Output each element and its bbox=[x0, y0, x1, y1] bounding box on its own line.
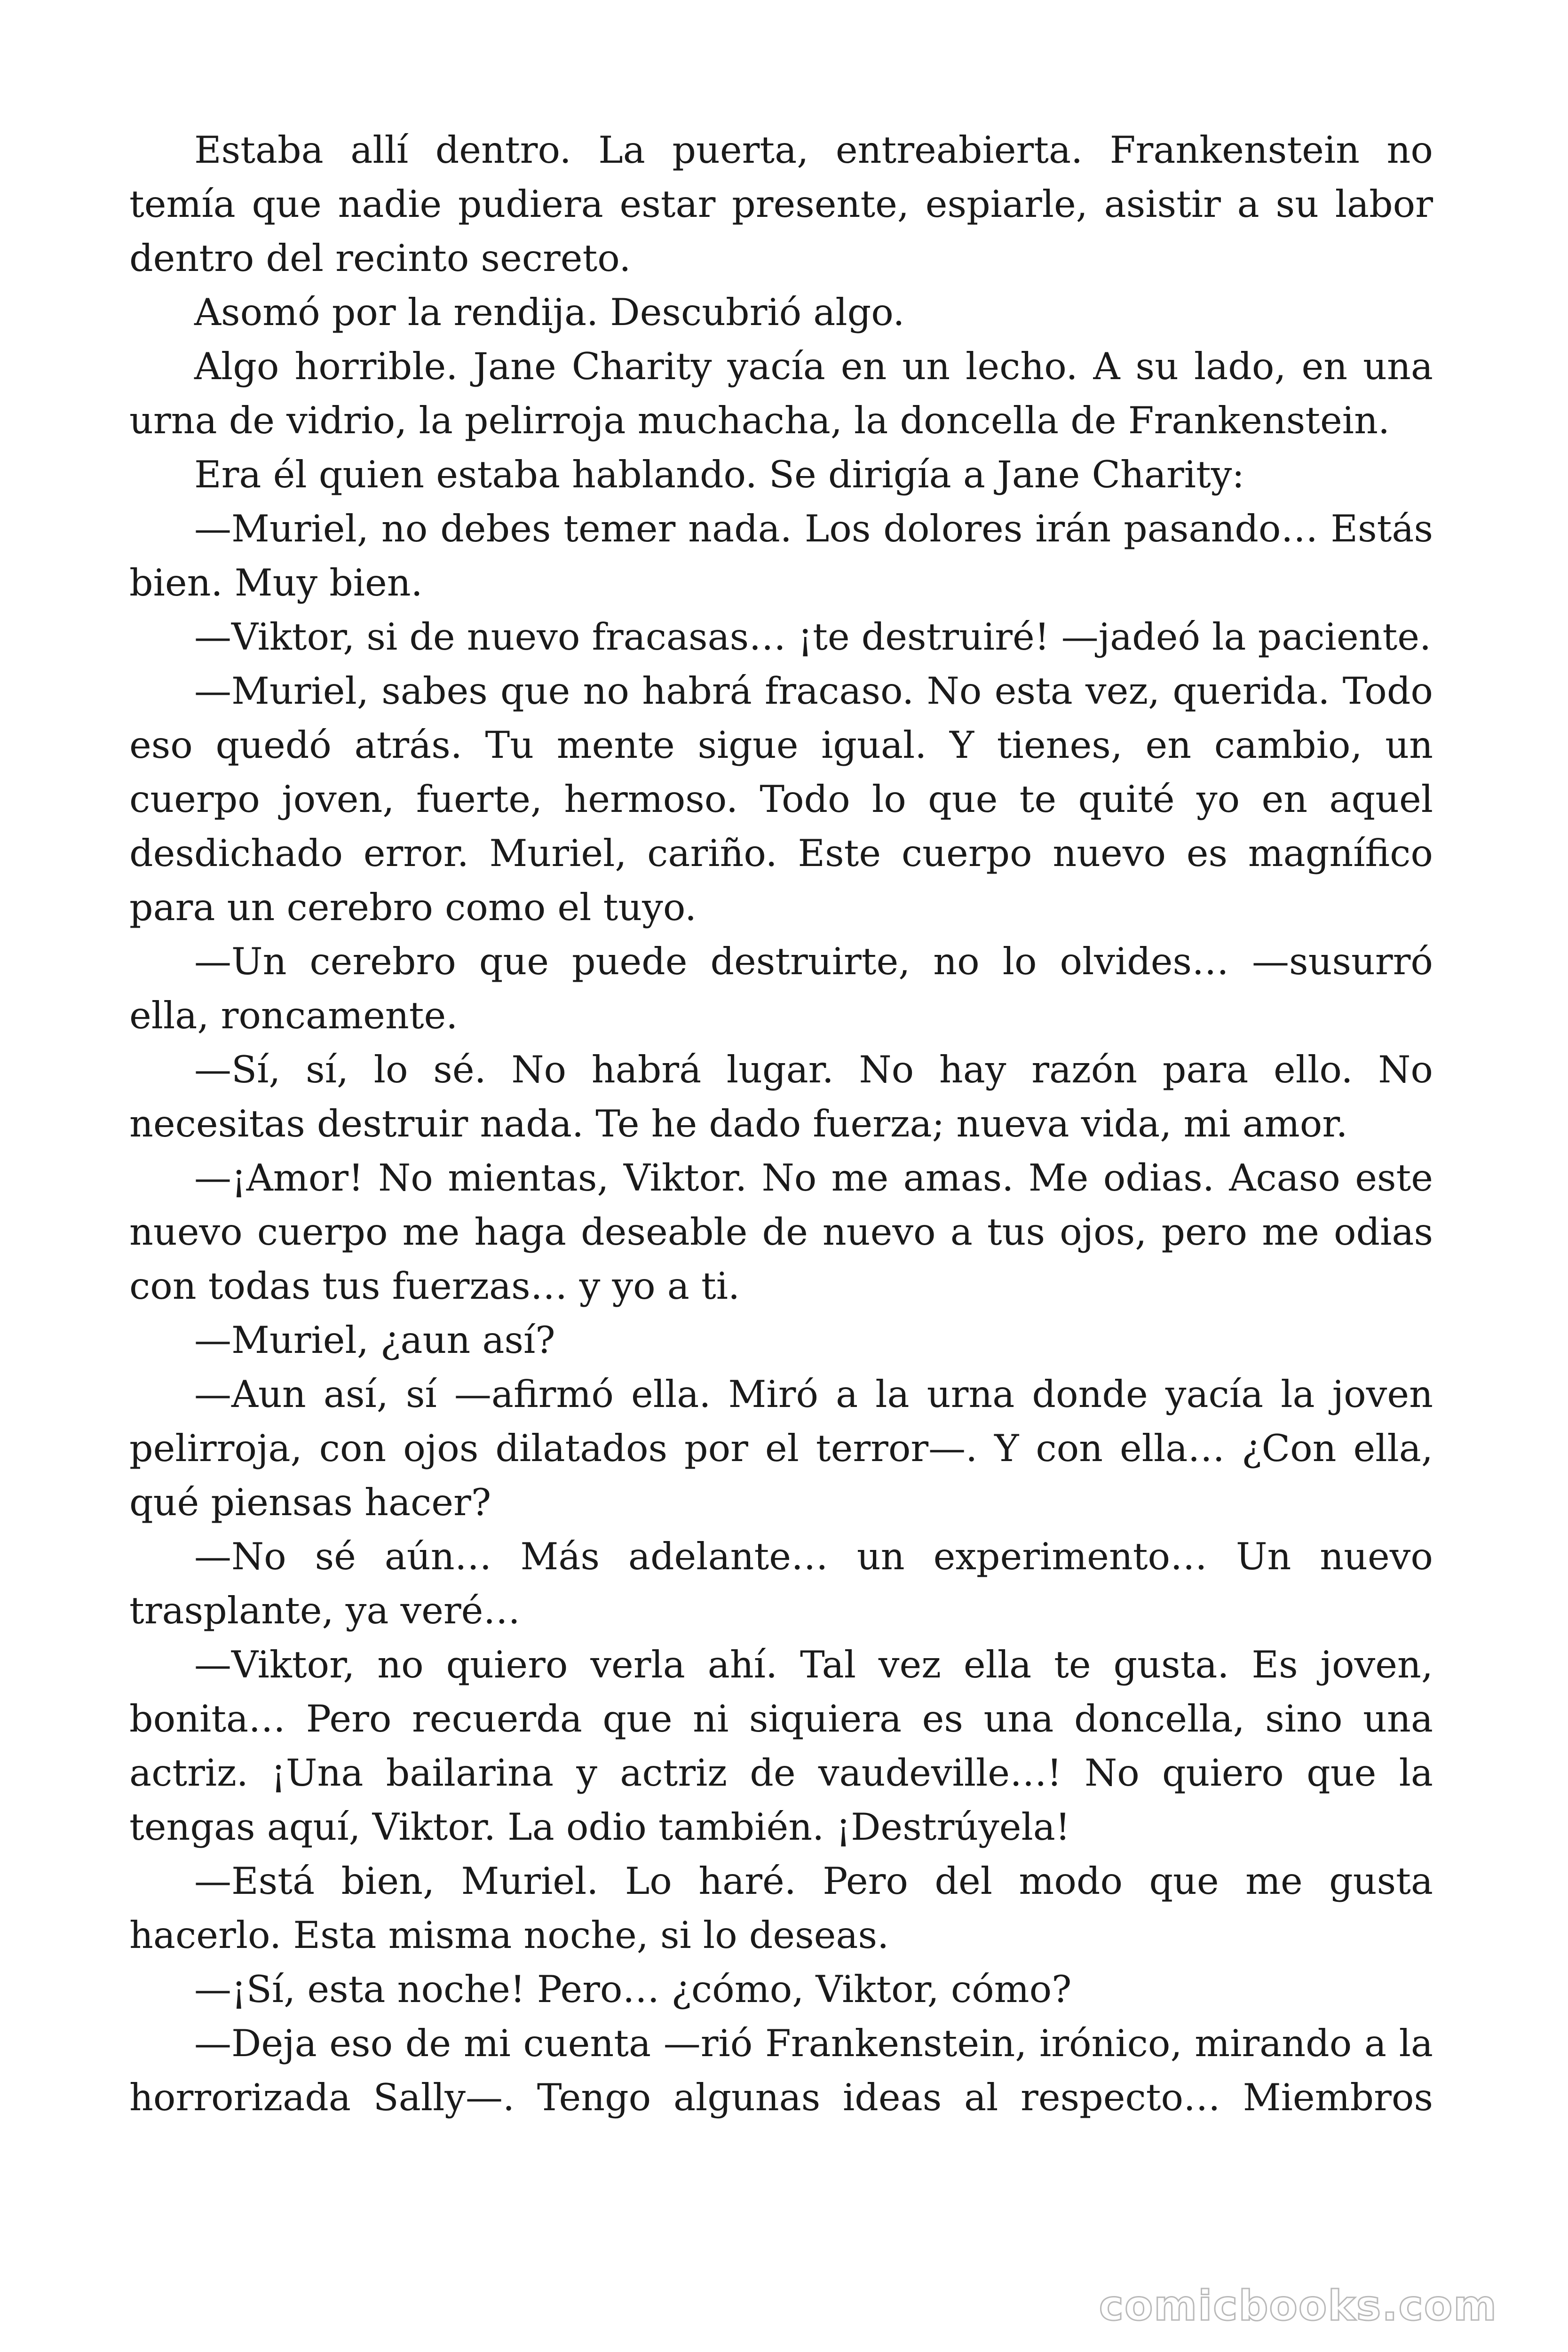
paragraph: —Sí, sí, lo sé. No habrá lugar. No hay razón para ello. No necesitas destruir nada. Te he dado fuerza; nueva vida, mi amor. bbox=[129, 1048, 1433, 1145]
paragraph: —Un cerebro que puede destruirte, no lo olvides… —susurró ella, roncamente. bbox=[129, 940, 1433, 1037]
paragraph: —Viktor, no quiero verla ahí. Tal vez ella te gusta. Es joven, bonita… Pero recuerda que ni siquiera es una doncella, sino una actriz. ¡Una bailarina y actriz de vaudeville…! No quiero que la tengas aquí, Viktor. La odio también. ¡Destrúyela! bbox=[129, 1643, 1433, 1849]
paragraph: —Está bien, Muriel. Lo haré. Pero del modo que me gusta hacerlo. Esta misma noche, si lo deseas. bbox=[129, 1859, 1433, 1957]
paragraph: —Muriel, sabes que no habrá fracaso. No esta vez, querida. Todo eso quedó atrás. Tu mente sigue igual. Y tienes, en cambio, un cuerpo joven, fuerte, hermoso. Todo lo que te quité yo en aquel desdichado error. Muriel, cariño. Este cuerpo nuevo es magnífico para un cerebro como el tuyo. bbox=[129, 669, 1433, 929]
paragraph: Estaba allí dentro. La puerta, entreabierta. Frankenstein no temía que nadie pudiera estar presente, espiarle, asistir a su labor dentro del recinto secreto. bbox=[129, 128, 1433, 280]
paragraph: Algo horrible. Jane Charity yacía en un lecho. A su lado, en una urna de vidrio, la pelirroja muchacha, la doncella de Frankenstein. bbox=[129, 345, 1433, 442]
paragraph: —No sé aún… Más adelante… un experimento… Un nuevo trasplante, ya veré… bbox=[129, 1535, 1433, 1632]
paragraph: Asomó por la rendija. Descubrió algo. bbox=[194, 291, 905, 334]
paragraph: —Deja eso de mi cuenta —rió Frankenstein, irónico, mirando a la horrorizada Sally—. Tengo algunas ideas al respecto… Miembros bbox=[129, 2022, 1433, 2119]
paragraph: Era él quien estaba hablando. Se dirigía a Jane Charity: bbox=[194, 453, 1244, 496]
paragraph: —Muriel, ¿aun así? bbox=[194, 1319, 555, 1362]
page-text-body bbox=[129, 123, 1433, 2125]
paragraph: —Muriel, no debes temer nada. Los dolores irán pasando… Estás bien. Muy bien. bbox=[129, 507, 1433, 604]
watermark-logo: comicbooks.com bbox=[1099, 2281, 1497, 2330]
paragraph: —¡Sí, esta noche! Pero… ¿cómo, Viktor, cómo? bbox=[194, 1968, 1072, 2011]
paragraph: —¡Amor! No mientas, Viktor. No me amas. Me odias. Acaso este nuevo cuerpo me haga deseable de nuevo a tus ojos, pero me odias con todas tus fuerzas… y yo a ti. bbox=[129, 1156, 1433, 1308]
paragraph: —Viktor, si de nuevo fracasas… ¡te destruiré! —jadeó la paciente. bbox=[194, 615, 1432, 659]
paragraph: —Aun así, sí —afirmó ella. Miró a la urna donde yacía la joven pelirroja, con ojos dilatados por el terror—. Y con ella… ¿Con ella, qué piensas hacer? bbox=[129, 1373, 1433, 1524]
